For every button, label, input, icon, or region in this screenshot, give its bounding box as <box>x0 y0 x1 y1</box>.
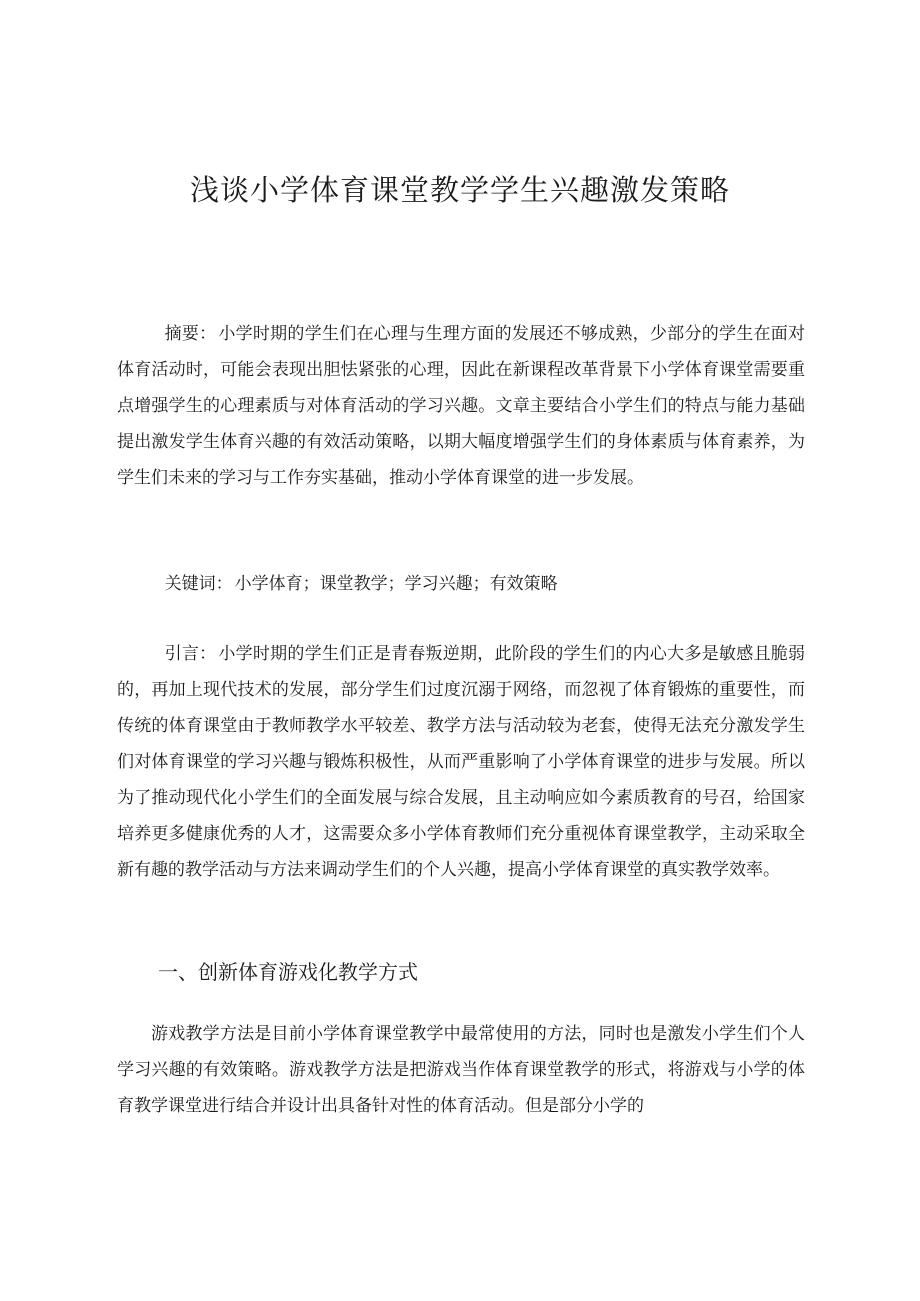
keywords-text: 小学体育；课堂教学；学习兴趣；有效策略 <box>234 574 558 594</box>
abstract-paragraph <box>117 316 805 496</box>
document-title: 浅谈小学体育课堂教学学生兴趣激发策略 <box>189 173 730 207</box>
abstract-text: 小学时期的学生们在心理与生理方面的发展还不够成熟，少部分的学生在面对体育活动时，可能会表现出胆怯紧张的心理，因此在新课程改革背景下小学体育课堂需要重点增强学生的心理素质与对体育活动的学习兴趣。文章主要结合小学生们的特点与能力基础提出激发学生体育兴趣的有效活动策略，以期大幅度增强学生们的身体素质与体育素养，为学生们未来的学习与工作夯实基础，推动小学体育课堂的进一步发展。 <box>117 324 806 488</box>
section-paragraph: 游戏教学方法是目前小学体育课堂教学中最常使用的方法，同时也是激发小学生们个人学习兴趣的有效策略。游戏教学方法是把游戏当作体育课堂教学的形式，将游戏与小学的体育教学课堂进行结合并设计出具备针对性的体育活动。但是部分小学的 <box>117 1024 805 1116</box>
section-heading: 一、创新体育游戏化教学方式 <box>158 960 418 984</box>
abstract-label: 摘要： <box>164 324 217 344</box>
introduction-label: 引言： <box>164 644 217 664</box>
introduction-text: 小学时期的学生们正是青春叛逆期，此阶段的学生们的内心大多是敏感且脆弱的，再加上现代技术的发展，部分学生们过度沉溺于网络，而忽视了体育锻炼的重要性，而传统的体育课堂由于教师教学水平较差、教学方法与活动较为老套，使得无法充分激发学生们对体育课堂的学习兴趣与锻炼积极性，从而严重影响了小学体育课堂的进步与发展。所以为了推动现代化小学生们的全面发展与综合发展，且主动响应如今素质教育的号召，给国家培养更多健康优秀的人才，这需要众多小学体育教师们充分重视体育课堂教学，主动采取全新有趣的教学活动与方法来调动学生们的个人兴趣，提高小学体育课堂的真实教学效率。 <box>117 644 806 880</box>
introduction-paragraph <box>117 636 805 888</box>
keywords-label: 关键词： <box>164 574 233 594</box>
keywords-paragraph <box>117 566 805 602</box>
